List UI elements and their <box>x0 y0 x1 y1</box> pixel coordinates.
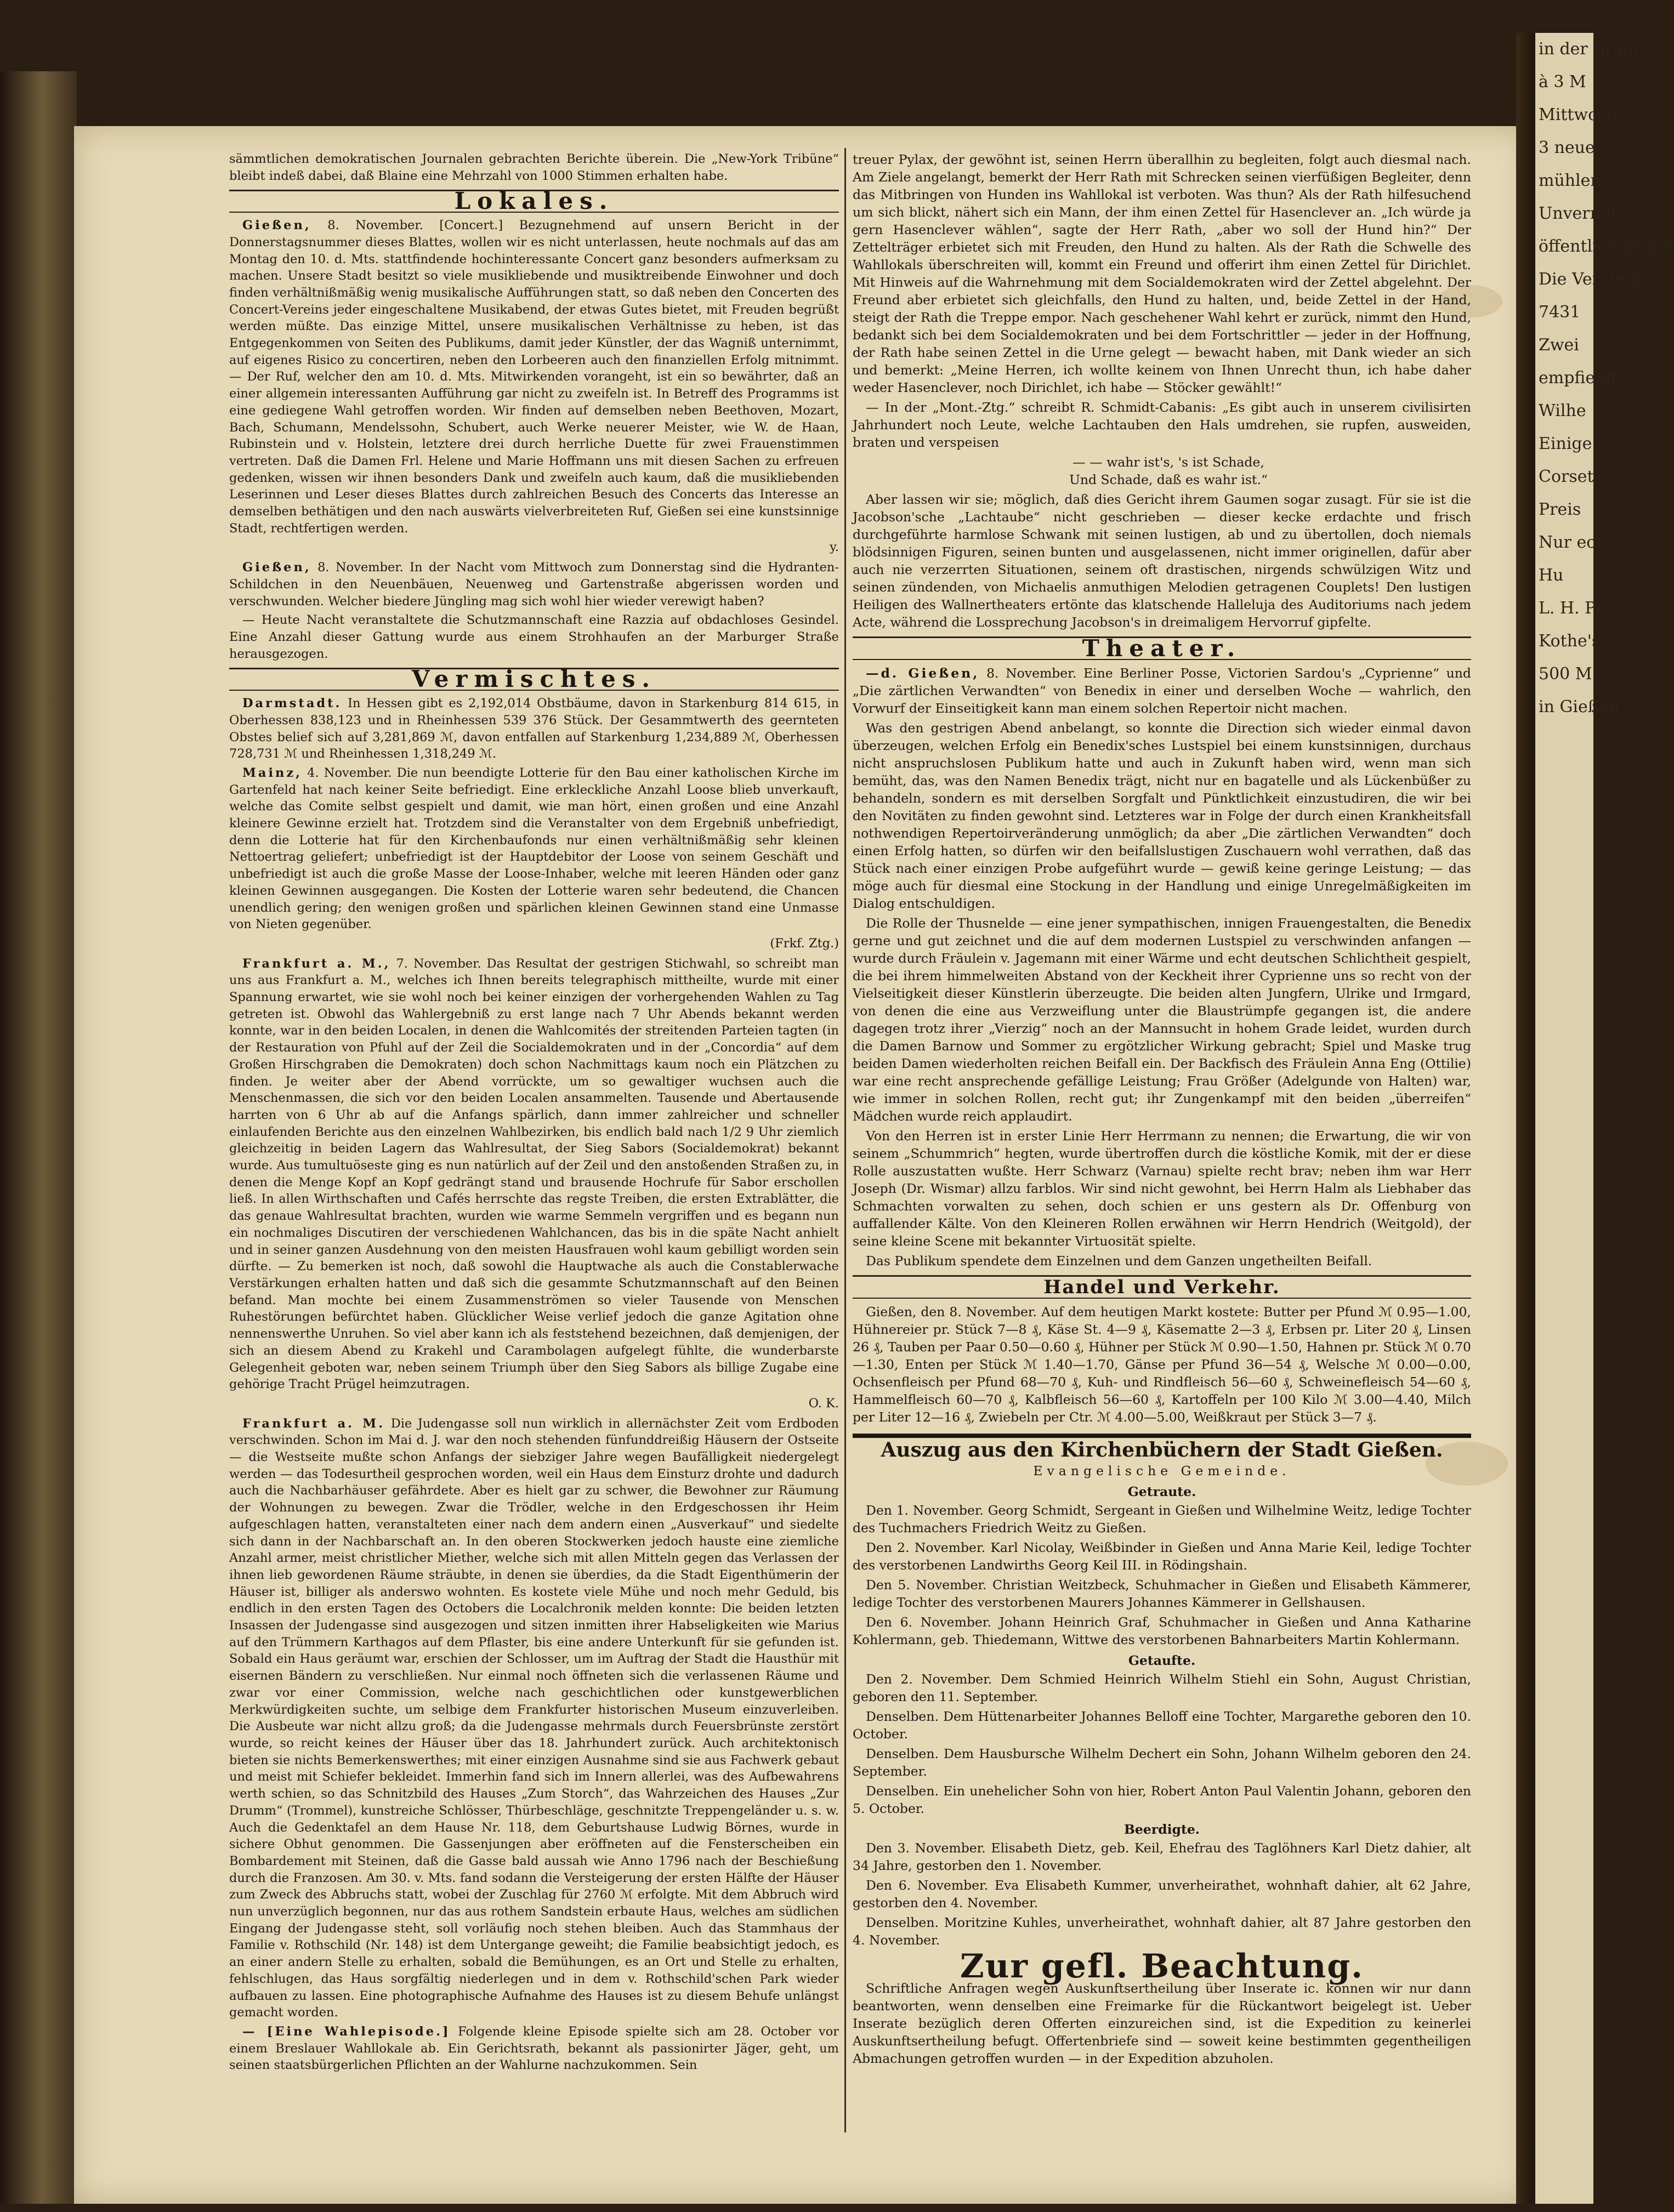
article-text: In Hessen gibt es 2,192,014 Obstbäume, davon in Starkenburg 814 615, in Oberhessen 838,123 und in Rheinhessen 539 376 Stück. Der Gesammtwerth des geernteten Obstes belief sich auf 3,281,869 ℳ, davon entfallen auf Starkenburg 1,234,889 ℳ, Oberhessen 728,731 ℳ und Rheinhessen 1,318,249 ℳ. <box>229 696 839 761</box>
article-text: 8. November. [Concert.] Bezugnehmend auf unsern Bericht in der Donnerstagsnummer dieses Blattes, wollen wir es nicht unterlassen, heute nochmals auf das am Montag den 10. d. Mts. stattfindende hochinteressante Concert ganz besonders aufmerksam zu machen. Unsere Stadt besitzt so viele musikliebende und musiktreibende Einwohner und doch finden verhältnißmäßig wenig musikalische Aufführungen statt, so daß neben den Concerten des Concert-Vereins jeder eingeschaltene Musikabend, der etwas Gutes bietet, mit Freuden begrüßt werden müßte. Das einzige Mittel, unsere musikalischen Verhältnisse zu heben, ist das Entgegenkommen von Seiten des Publikums, damit jeder Künstler, der das Wagniß unternimmt, auf eigenes Risico zu concertiren, neben den Lorbeeren auch den finanziellen Erfolg mitnimmt. — Der Ruf, welcher den am 10. d. Mts. Mitwirkenden vorangeht, ist ein so bewährter, daß an einer allgemein interessanten Aufführung gar nicht zu zweifeln ist. In Betreff des Programms ist eine gediegene Wahl getroffen worden. Wir finden auf demselben neben Beethoven, Mozart, Bach, Schumann, Mendelssohn, Schubert, auch Werke neuerer Meister, wie W. de Haan, Rubinstein und v. Holstein, letztere drei durch herrliche Duette für zwei Frauenstimmen vertreten. Daß die Damen Frl. Helene und Marie Hoffmann uns mit diesen Sachen zu erfreuen gedenken, wissen wir ihnen besonders Dank und zweifeln auch kaum, daß die musikliebenden Leserinnen und Leser dieses Blattes durch zahlreichen Besuch des Concerts das Interesse an demselben bethätigen und den nach auswärts vielverbreiteten Ruf, Gießen sei eine kunstsinnige Stadt, rechtfertigen werden. <box>229 218 839 536</box>
lokales-list <box>229 217 839 662</box>
article-paragraph <box>853 1252 1471 1270</box>
binding-gutter <box>1516 33 1538 2204</box>
church-heading: Auszug aus den Kirchenbüchern der Stadt Gießen. <box>853 1434 1471 1459</box>
record-entry: Den 6. November. Eva Elisabeth Kummer, unverheirathet, wohnhaft dahier, alt 62 Jahre, gestorben den 4. November. <box>853 1878 1471 1910</box>
record-entry: Den 2. November. Karl Nicolay, Weißbinder in Gießen und Anna Marie Keil, ledige Tochter des verstorbenen Landwirths Georg Keil III. in Rödingshain. <box>853 1540 1471 1573</box>
article-lead: Frankfurt a. M. <box>242 1416 385 1431</box>
next-page-fragment: Kothe's <box>1539 632 1601 651</box>
article-text: Das Publikum spendete dem Einzelnen und dem Ganzen ungetheilten Beifall. <box>866 1253 1372 1269</box>
next-page-fragment: Corsets <box>1539 467 1602 486</box>
article-paragraph <box>229 695 839 763</box>
next-page-fragment: Zwei <box>1539 336 1579 355</box>
tail-paragraph: Aber lassen wir sie; möglich, daß dies Gericht ihrem Gaumen sogar zusagt. Für sie ist die Jacobson'sche „Lachtaube“ nicht geschrieben — dieser kecke erdachte und frisch durchgeführte harmlose Schwank mit seinen lustigen, ab und zu übertollen, doch niemals blödsinnigen Figuren, seinen bunten und ausgelassenen, nicht immer originellen, dafür aber auch nie verzerrten Situationen, seinem oft drastischen, nirgends schwülzigen Witz und seinen zündenden, von Michaelis anmuthigen Melodien getragenen Couplets! Den lustigen Heiligen des Wallnertheaters ertönte das klatschende Halleluja des Auditoriums nach jedem Acte, während die Lossprechung Jacobson's in dreimaligem Hervorruf gipfelte. <box>853 492 1471 630</box>
next-page-fragment: à 3 M <box>1539 72 1586 92</box>
article-lead: Gießen, <box>242 218 311 233</box>
record-entry: Denselben. Dem Hüttenarbeiter Johannes Belloff eine Tochter, Margarethe geboren den 10. October. <box>853 1709 1471 1742</box>
next-page-fragment: 3 neue <box>1539 138 1595 157</box>
next-page-fragment: L. H. Pi <box>1539 599 1602 618</box>
article-text: 7. November. Das Resultat der gestrigen Stichwahl, so schreibt man uns aus Frankfurt a. M., welches ich Ihnen bereits telegraphisch mittheilte, wurde mit einer Spannung erwartet, wie sie wohl noch bei keiner einzigen der vorhergehenden Wahlen zu Tag getreten ist. Obwohl das Wahlergebniß zu erst lange nach 7 Uhr Abends bekannt werden konnte, war in den beiden Localen, in denen die Wahlcomités der streitenden Parteien tagten (in der Restauration von Pfuhl auf der Zeil die Socialdemokraten und in der „Concordia“ auf dem Großen Hirschgraben die Demokraten) doch schon Nachmittags kaum noch ein Plätzchen zu finden. Je weiter aber der Abend vorrückte, um so gewaltiger wuchsen auch die Menschenmassen, die sich vor den beiden Localen ansammelten. Tausende und Abertausende harrten von 6 Uhr ab auf die Anfangs spärlich, dann immer zahlreicher und schneller einlaufenden Berichte aus den einzelnen Wahlbezirken, bis endlich bald nach 1/2 9 Uhr ziemlich gleichzeitig in beiden Lagern das Wahlresultat, der Sieg Sabors (Socialdemokrat) bekannt wurde. Aus tumultuöseste ging es nun natürlich auf der Zeil und den anstoßenden Straßen zu, in denen die Menge Kopf an Kopf gedrängt stand und brausende Hochrufe für Sabor erschollen ließ. In allen Wirthschaften und Cafés herrschte das regste Treiben, die ersten Extrablätter, die das genaue Wahlresultat brachten, wurden wie warme Semmeln vergriffen und es begann nun ein nochmaliges Discutiren der verschiedenen Wahlchancen, das bis in die späte Nacht anhielt und in seiner ganzen Ausdehnung von den meisten Hausfrauen wohl kaum gebilligt worden sein dürfte. — Zu bemerken ist noch, daß sowohl die Hauptwache als auch die Constablerwache Verstärkungen erhalten hatten und daß sich die gesammte Schutzmannschaft auf den Beinen befand. Man mochte bei einem Zusammenströmen so vieler Tausende von Menschen Ruhestörungen befürchtet haben. Glücklicher Weise verlief jedoch die ganze Agitation ohne nennenswerthe Unruhen. So viel aber kann ich als feststehend bezeichnen, daß demjenigen, der sich an diesem Abend zu Krakehl und Carambolagen aufgelegt fühlte, die wunderbarste Gelegenheit geboten war, neben seinem Triumph über den Sieg Sabors als billige Zugabe eine gehörige Tracht Prügel heimzutragen. <box>229 956 839 1392</box>
article-paragraph <box>229 2023 839 2074</box>
article-lead: — [Eine Wahlepisode.] <box>242 2024 451 2039</box>
record-entry: Denselben. Moritzine Kuhles, unverheirathet, wohnhaft dahier, alt 87 Jahre gestorben den 4. November. <box>853 1915 1471 1948</box>
article-lead: Darmstadt. <box>242 696 342 711</box>
article-paragraph <box>229 559 839 610</box>
next-page-fragment: Unvernöf <box>1539 204 1617 223</box>
article-text: Von den Herren ist in erster Linie Herr Herrmann zu nennen; die Erwartung, die wir von seinem „Schummrich“ hegten, wurde übertroffen durch die köstliche Komik, mit der er diese Rolle auszustatten wußte. Herr Schwarz (Varnau) spielte recht brav; neben ihm war Herr Joseph (Dr. Wismar) allzu farblos. Wir sind nicht gewohnt, bei Herrn Halm als Liebhaber das Schmachten vorwalten zu sehen, doch schien er uns gestern als Dr. Offenburg von auffallender Kälte. Von den Kleineren Rollen erwähnen wir Herrn Hendrich (Weitgold), der seine kleine Scene mit bekannter Virtuosität spielte. <box>853 1128 1471 1249</box>
record-entry: Den 1. November. Georg Schmidt, Sergeant in Gießen und Wilhelmine Weitz, ledige Tochter des Tuchmachers Friedrich Weitz zu Gießen. <box>853 1503 1471 1536</box>
article-signature: y. <box>830 540 839 555</box>
next-page-fragment: in Gießen <box>1539 697 1619 717</box>
zeitung-paragraph: — In der „Mont.-Ztg.“ schreibt R. Schmidt-Cabanis: „Es gibt auch in unserem civilisirten Jahrhundert noch Leute, welche Lachtauben den Hals umdrehen, sie rupfen, ausweiden, braten und verspeisen <box>853 400 1471 450</box>
section-heading-theater: Theater. <box>853 636 1471 660</box>
record-entry: Denselben. Dem Hausbursche Wilhelm Dechert ein Sohn, Johann Wilhelm geboren den 24. September. <box>853 1746 1471 1779</box>
next-page-fragment: Einige <box>1539 434 1592 453</box>
column-rule <box>844 148 846 2133</box>
church-subheading: Evangelische Gemeinde. <box>1033 1463 1291 1479</box>
article-paragraph <box>229 765 839 933</box>
record-group-title: Getraute. <box>1127 1484 1196 1499</box>
article-text: Was den gestrigen Abend anbelangt, so konnte die Direction sich wieder einmal davon überzeugen, welchen Erfolg ein Benedix'sches Lustspiel bei einem kunstsinnigen, durchaus nicht anspruchslosen Publikum hatte und auch in Zukunft haben wird, wenn man sich bemüht, das, was den Namen Benedix trägt, nicht nur en bagatelle und als Lückenbüßer zu behandeln, sondern es mit derselben Sorgfalt und Pünktlichkeit einzustudiren, die wir bei den Novitäten zu finden gewohnt sind. Letzteres war in Folge der durch einen Krankheitsfall nothwendigen Repertoirveränderung unmöglich; da aber „Die zärtlichen Verwandten“ doch einen Erfolg hatten, so dürfen wir den beifallslustigen Zuschauern wohl verrathen, daß das Stück nach einer einzigen Probe aufgeführt wurde — gewiß keine geringe Leistung; — das möge auch für diesmal eine Stockung in der Handlung und einige Unregelmäßigkeiten im Dialog entschuldigen. <box>853 720 1471 911</box>
article-lead: Gießen, <box>242 560 311 575</box>
record-group-title: Beerdigte. <box>1124 1822 1200 1837</box>
record-entry: Den 6. November. Johann Heinrich Graf, Schuhmacher in Gießen und Anna Katharine Kohlermann, geb. Thiedemann, Wittwe des verstorbenen Bahnarbeiters Martin Kohlermann. <box>853 1614 1471 1647</box>
article-text: 8. November. In der Nacht vom Mittwoch zum Donnerstag sind die Hydranten-Schildchen in den Neuenbäuen, Neuenweg und Gartenstraße abgerissen worden und verschwunden. Welcher biedere Jüngling mag sich wohl hier wieder verewigt haben? <box>229 560 839 609</box>
article-text: Folgende kleine Episode spielte sich am 28. October vor einem Breslauer Wahllokale ab. Ein Gerichtsrath, bekannt als passionirter Jäger, geht, um seinen staatsbürgerlichen Pflichten an der Wahlurne nachzukommen. Sein <box>229 2024 839 2073</box>
next-page-fragment: Wilhe <box>1539 401 1586 420</box>
next-page-fragment: Mittwoch <box>1539 105 1618 124</box>
left-column <box>229 151 839 2076</box>
article-paragraph <box>229 612 839 662</box>
article-paragraph <box>229 956 839 1393</box>
article-text: Die Judengasse soll nun wirklich in allernächster Zeit vom Erdboden verschwinden. Schon im Mai d. J. war den noch stehenden fünfunddreißig Häusern der Ostseite — die Westseite mußte schon Anfangs der siebziger Jahre wegen Baufälligkeit niedergelegt werden — das Todesurtheil gesprochen worden, weil ein Haus dem Einsturz drohte und dadurch auch die Nachbarhäuser gefährdete. Aber es hielt gar zu schwer, die Bewohner zur Räumung der Wohnungen zu bewegen. Zwar die Trödler, welche in den Erdgeschossen ihr Heim aufgeschlagen hatten, veranstalteten einer nach dem andern einen „Ausverkauf“ und siedelte sich dann in der Nachbarschaft an. In den oberen Stockwerken jedoch hauste eine ziemliche Anzahl armer, meist christlicher Miether, welche sich mit allen Mitteln gegen das Verlassen der ihnen lieb gewordenen Räume sträubte, in denen sie überdies, da die Stadt Eigenthümerin der Häuser ist, billiger als anderswo wohnten. Es kostete viele Mühe und noch mehr Geduld, bis endlich in den ersten Tagen des Octobers die Localchronik melden konnte: Die beiden letzten Insassen der Judengasse sind ausgezogen und sitzen inmitten ihrer Habseligkeiten wie Marius auf den Trümmern Karthagos auf dem Pflaster, bis eine andere Unterkunft für sie gefunden ist. Sobald ein Haus geräumt war, erschien der Schlosser, um im Auftrag der Stadt die Hausthür mit eisernen Bändern zu verschließen. Nur einmal noch öffneten sich die verlassenen Räume und zwar vor einer Commission, welche nach geschichtlichen oder kunstgewerblichen Merkwürdigkeiten suchte, um selbige dem Frankfurter historischen Museum einzuverleiben. Die Ausbeute war nicht allzu groß; da die Judengasse mehrmals durch Feuersbrünste zerstört wurde, so reicht keines der Häuser über das 18. Jahrhundert zurück. Auch architektonisch bieten sie nichts Bemerkenswerthes; mit einer einzigen Ausnahme sind sie aus Fachwerk gebaut und meist mit Schiefer bekleidet. Immerhin fand sich im Innern allerlei, was des Aufbewahrens werth schien, so das Schnitzbild des Hauses „Zum Storch“, das Wahrzeichen des Hauses „Zur Drumm“ (Trommel), kunstreiche Schlösser, Thürbeschläge, geschnitzte Treppengeländer u. s. w. Auch die Gedenktafel an dem Hause Nr. 118, dem Geburtshause Ludwig Börnes, wurde in sichere Obhut genommen. Die Gassenjungen aber eröffneten auf die Fensterscheiben ein Bombardement mit Steinen, daß die Gasse bald aussah wie Anno 1796 nach der Beschießung durch die Franzosen. Am 30. v. Mts. fand sodann die Versteigerung der ersten Hälfte der Häuser zum Zweck des Abbruchs statt, wobei der Zuschlag für 2760 ℳ erfolgte. Mit dem Abbruch wird nun unverzüglich begonnen, nur das aus rothem Sandstein erbaute Haus, welches am südlichen Eingang der Judengasse steht, soll vorläufig noch stehen bleiben. Auch das Stammhaus der Familie v. Rothschild (Nr. 148) ist dem Untergange geweiht; die Familie beabsichtigt jedoch, es an einer andern Stelle zu erhalten, sobald die Bemühungen, es an Ort und Stelle zu erhalten, fehlschlugen, das Haus sorgfältig niederlegen und in dem v. Rothschild'schen Park wieder aufbauen zu lassen. Eine photographische Aufnahme des Hauses ist zu diesem Behufe unlängst gemacht worden. <box>229 1416 839 2020</box>
article-signature: (Frkf. Ztg.) <box>770 936 839 951</box>
article-text: 8. November. Eine Berliner Posse, Victorien Sardou's „Cyprienne“ und „Die zärtlichen Verwandten“ von Benedix in einer und derselben Woche — wahrlich, den Vorwurf der Einseitigkeit kann man einem solchen Repertoir nicht machen. <box>853 666 1471 716</box>
next-page-edge <box>1535 33 1674 2204</box>
article-paragraph <box>229 217 839 537</box>
continuation-paragraph: treuer Pylax, der gewöhnt ist, seinen Herrn überallhin zu begleiten, folgt auch diesmal nach. Am Ziele angelangt, bemerkt der Herr Rath mit Schrecken seinen vierfüßigen Begleiter, denn das Mitbringen von Hunden ins Wahllokal ist verboten. Was thun? Als der Rath hilfesuchend um sich blickt, nähert sich ein Mann, der ihm einen Zettel für Hasenclever an. „Ich würde ja gern Hasenclever wählen“, sagte der Herr Rath, „aber wo soll der Hund hin?“ Der Zettelträger erbietet sich mit Freuden, den Hund zu halten. Als der Rath die Schwelle des Wahllokals überschreiten will, kommt ein Freund und offerirt ihm einen Zettel für Dirichlet. Mit Hinweis auf die Wahrnehmung mit dem Socialdemokraten wird der Zettel abgelehnt. Der Freund aber erbietet sich gleichfalls, den Hund zu halten, und, beide Zettel in der Hand, steigt der Rath die Treppe empor. Nach geschehener Wahl kehrt er zurück, nimmt den Hund, bedankt sich bei dem Socialdemokraten und bei dem Fortschrittler — jeder in der Hoffnung, der Rath habe seinen Zettel in die Urne gelegt — bewacht haben, mit Dank wieder an sich und bemerkt: „Meine Herren, ich wollte keinem von Ihnen Unrecht thun, ich habe daher weder Hasenclever, noch Dirichlet, ich habe — Stöcker gewählt!“ <box>853 152 1471 395</box>
article-text: Die Rolle der Thusnelde — eine jener sympathischen, innigen Frauengestalten, die Benedix gerne und gut zeichnet und die auf dem modernen Lustspiel zu verschwinden anfangen — wurde durch Fräulein v. Jagemann mit einer Wärme und echt deutschen Schlichtheit gespielt, die bei ihrem himmelweiten Abstand von der Keckheit ihrer Cyprienne uns so recht von der Vielseitigkeit dieser Künstlerin überzeugte. Die beiden alten Jungfern, Ulrike und Irmgard, von denen die eine aus Verzweiflung unter die Blaustrümpfe gegangen ist, die andere dagegen trotz ihrer „Vierzig“ noch an der Mannsucht in hohem Grade leidet, wurden durch die Damen Barnow und Sommer zu ergötzlicher Wirkung gebracht; Spiel und Maske trug beiden Damen wiederholten reichen Beifall ein. Der Backfisch des Fräulein Anna Eng (Ottilie) war eine recht ansprechende gefällige Leistung; Frau Größer (Adelgunde von Halten) war, wie immer in solchen Rollen, recht gut; ihr Zungenkampf mit den beiden „überreifen“ Mädchen wurde reich applaudirt. <box>853 915 1471 1124</box>
section-heading-lokales: Lokales. <box>229 190 839 213</box>
record-entry: Den 5. November. Christian Weitzbeck, Schuhmacher in Gießen und Elisabeth Kämmerer, ledige Tochter des verstorbenen Maurers Johannes Kämmerer in Gellshausen. <box>853 1577 1471 1610</box>
next-page-fragment: 500 M <box>1539 664 1592 684</box>
record-entry: Denselben. Ein unehelicher Sohn von hier, Robert Anton Paul Valentin Johann, geboren den 5. October. <box>853 1783 1471 1816</box>
article-text: — Heute Nacht veranstaltete die Schutzmannschaft eine Razzia auf obdachloses Gesindel. Eine Anzahl dieser Gattung wurde aus einem Strohhaufen an der Marburger Straße herausgezogen. <box>229 613 839 661</box>
article-paragraph <box>853 1127 1471 1250</box>
next-page-fragment: in der Bram <box>1539 39 1639 59</box>
notice-heading: Zur gefl. Beachtung. <box>960 1947 1364 1986</box>
next-page-fragment: 7431 <box>1539 303 1581 322</box>
section-heading-vermischtes: Vermischtes. <box>229 668 839 691</box>
record-entry: Den 3. November. Elisabeth Dietz, geb. Keil, Ehefrau des Taglöhners Karl Dietz dahier, alt 34 Jahre, gestorben den 1. November. <box>853 1840 1471 1873</box>
record-entry: Den 2. November. Dem Schmied Heinrich Wilhelm Stiehl ein Sohn, August Christian, geboren den 11. September. <box>853 1671 1471 1704</box>
poem-line: Und Schade, daß es wahr ist.“ <box>1069 472 1268 487</box>
article-lead: Frankfurt a. M., <box>242 956 391 971</box>
right-column <box>853 151 1471 2069</box>
article-paragraph <box>229 1415 839 2021</box>
next-page-fragment: Die Versteig <box>1539 270 1641 289</box>
vermischtes-list <box>229 695 839 2074</box>
article-paragraph <box>853 719 1471 912</box>
article-lead: —d. Gießen, <box>866 666 980 681</box>
next-page-fragment: Hu <box>1539 566 1564 585</box>
book-spine <box>0 71 77 2204</box>
section-heading-handel: Handel und Verkehr. <box>853 1275 1471 1299</box>
market-report: Gießen, den 8. November. Auf dem heutigen Markt kostete: Butter per Pfund ℳ 0.95—1.00, Hühnereier pr. Stück 7—8 ₰, Käse St. 4—9 ₰, Käsematte 2—3 ₰, Erbsen pr. Liter 20 ₰, Linsen 26 ₰, Tauben per Paar 0.50—0.60 ₰, Hühner per Stück ℳ 0.90—1.50, Hahnen pr. Stück ℳ 0.70—1.30, Enten per Stück ℳ 1.40—1.70, Gänse per Pfund 36—54 ₰, Welsche ℳ 0.00—0.00, Ochsenfleisch per Pfund 68—70 ₰, Kuh- und Rindfleisch 56—60 ₰, Schweinefleisch 54—60 ₰, Hammelfleisch 60—70 ₰, Kalbfleisch 56—60 ₰, Kartoffeln per 100 Kilo ℳ 3.00—4.40, Milch per Liter 12—16 ₰, Zwiebeln per Ctr. ℳ 4.00—5.00, Weißkraut per Stück 3—7 ₰. <box>853 1304 1471 1425</box>
poem-line: — — wahr ist's, 's ist Schade, <box>1073 454 1264 470</box>
next-page-fragment: öffentlich gegen <box>1539 237 1674 256</box>
article-text: 4. November. Die nun beendigte Lotterie für den Bau einer katholischen Kirche im Gartenfeld hat nach keiner Seite befriedigt. Eine erkleckliche Anzahl Loose blieb unverkauft, welche das Comite selbst gespielt und damit, wie man hört, einen großen und eine Anzahl kleinere Gewinne erzielt hat. Trotzdem sind die Veranstalter von dem Ergebniß unbefriedigt, denn die Lotterie hat für den Kirchenbaufonds nur einen verhältnißmäßig sehr kleinen Nettoertrag geliefert; unbefriedigt ist der Hauptdebitor der Loose von seinem Geschäft und unbefriedigt ist auch die große Masse der Loose-Inhaber, welche mit leeren Händen oder ganz kleinen Gewinnen ausgegangen. Die Kosten der Lotterie waren sehr bedeutend, die Chancen unendlich gering; den wenigen großen und spärlichen kleinen Gewinnen stand eine Unmasse von Nieten gegenüber. <box>229 765 839 932</box>
next-page-fragment: Nur ech <box>1539 533 1607 552</box>
church-records <box>853 1483 1471 1949</box>
article-paragraph <box>853 664 1471 717</box>
next-page-fragment: Preis <box>1539 500 1581 519</box>
article-lead: Mainz, <box>242 765 303 780</box>
record-group-title: Getaufte. <box>1128 1653 1196 1668</box>
next-page-fragment: mühlen <box>1539 171 1601 190</box>
article-paragraph <box>853 914 1471 1125</box>
notice-text: Schriftliche Anfragen wegen Auskunftsertheilung über Inserate ic. können wir nur dann beantworten, wenn denselben eine Freimarke für die Rückantwort beigelegt ist. Ueber Inserate bezüglich deren Offerten einzureichen sind, ist die Expedition zu keinerlei Auskunftsertheilung befugt. Offertenbriefe sind — soweit keine bestimmten gegentheiligen Abmachungen getroffen wurden — in der Expedition abzuholen. <box>853 1981 1471 2066</box>
intro-paragraph: sämmtlichen demokratischen Journalen gebrachten Berichte überein. Die „New-York Tribüne“ bleibt indeß dabei, daß Blaine eine Mehrzahl von 1000 Stimmen erhalten habe. <box>229 152 839 183</box>
next-page-fragment: empfiehlt <box>1539 368 1618 388</box>
theater-list <box>853 664 1471 1270</box>
article-signature: O. K. <box>808 1396 839 1411</box>
